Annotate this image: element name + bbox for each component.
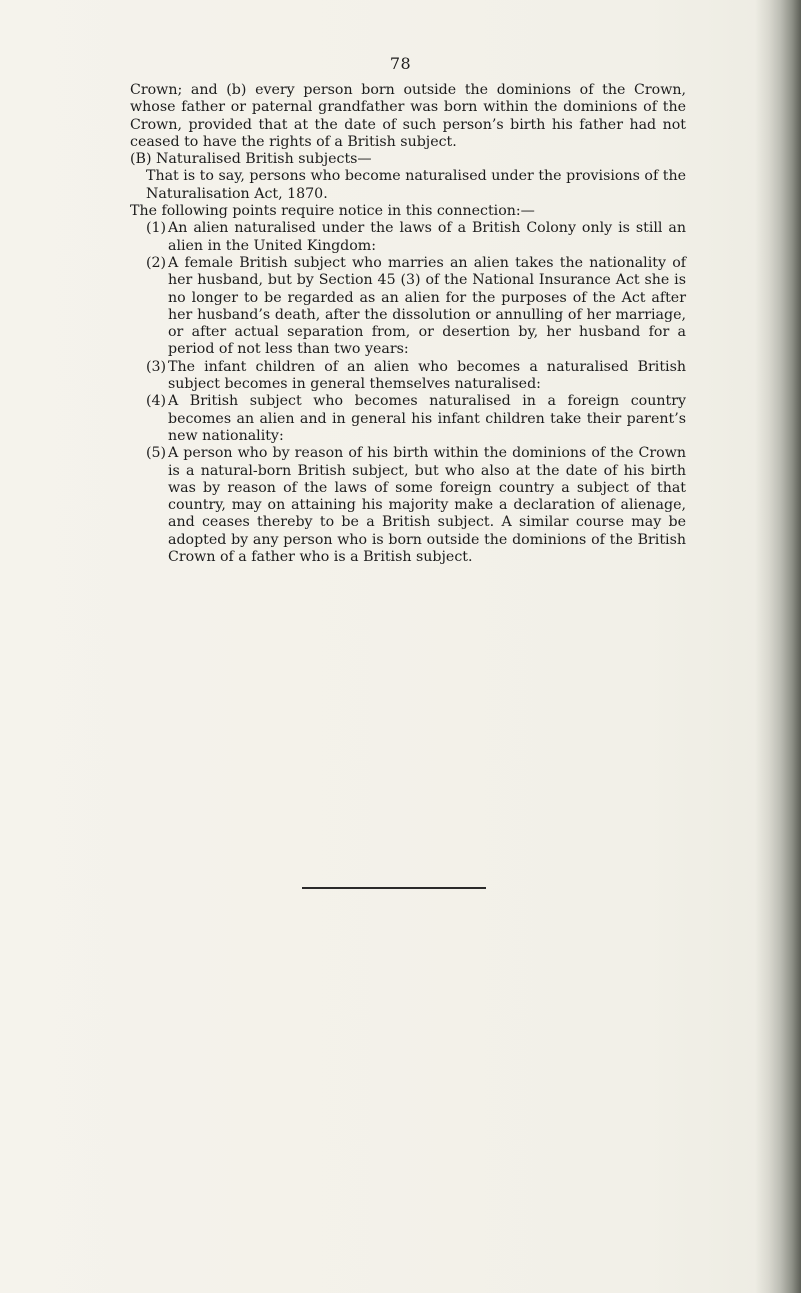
paragraph-naturalised-definition: That is to say, persons who become naturalised under the provisions of the Naturalisation Act, 1870. [146,168,686,202]
list-item-number: (2) [146,254,167,271]
paragraph-crown-continuation: Crown; and (b) every person born outside the dominions of the Crown, whose father or paternal grandfather was born within the dominions of the Crown, provided that at the date of such person’s birth his father had not ceased to have the rights of a British subject. [130,82,686,150]
list-item [130,255,686,359]
page-spine-edge [755,0,801,1293]
list-item [130,445,686,566]
list-item-text: A person who by reason of his birth within the dominions of the Crown is a natural-born British subject, but who also at the date of his birth was by reason of the laws of some foreign country a subject of that country, may on attaining his majority make a declaration of alienage, and ceases thereby to be a British subject. A similar course may be adopted by any person who is born outside the dominions of the British Crown of a father who is a British subject. [168,445,686,566]
page-number: 78 [389,54,412,73]
list-item-number: (4) [146,393,167,410]
section-divider-rule [302,887,486,889]
list-item [130,359,686,394]
list-item-number: (3) [146,358,167,375]
page-body [130,82,686,566]
list-item-number: (1) [146,220,167,237]
list-item-text: The infant children of an alien who becomes a naturalised British subject becomes in general themselves naturalised: [168,358,686,393]
list-item [130,220,686,255]
heading-naturalised: (B) Naturalised British subjects— [130,151,372,168]
list-item-text: A female British subject who marries an alien takes the nationality of her husband, but by Section 45 (3) of the National Insurance Act she is no longer to be regarded as an alien for the purposes of the Act after her husband’s death, after the dissolution or annulling of her marriage, or after actual separation from, or desertion by, her husband for a period of not less than two years: [168,254,686,358]
list-item-text: An alien naturalised under the laws of a British Colony only is still an alien in the United Kingdom: [168,220,686,254]
list-item-text: A British subject who becomes naturalised in a foreign country becomes an alien and in general his infant children take their parent’s new nationality: [168,393,686,444]
list-item-number: (5) [146,445,167,462]
paragraph-following-points: The following points require notice in this connection:— [130,203,535,220]
list-item [130,393,686,445]
